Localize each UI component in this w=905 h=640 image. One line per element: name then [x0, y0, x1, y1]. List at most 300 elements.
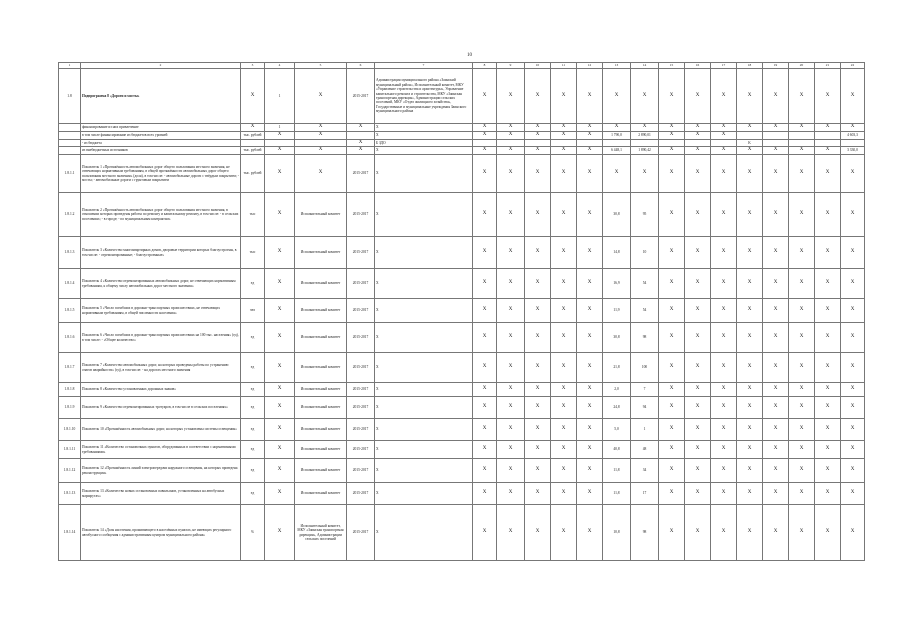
table-cell: X [815, 383, 841, 397]
table-cell: X [577, 124, 603, 132]
table-cell: X [841, 299, 865, 323]
table-cell: X [763, 483, 789, 505]
table-cell: X [737, 383, 763, 397]
table-cell: X [631, 155, 659, 193]
row-description: Показатель 6 «Число погибших в дорожно-транспортных происшествиях на 100 тыс. населения» (ед), в том числе: - «Общее количество» [81, 323, 241, 353]
table-cell: X [659, 69, 685, 124]
table-cell: X [375, 383, 473, 397]
table-cell: X [497, 299, 525, 323]
table-cell: X [473, 132, 497, 140]
table-cell: 11,8 [603, 483, 631, 505]
table-cell: X [265, 147, 295, 155]
table-cell: 2,0 [603, 383, 631, 397]
table-row [59, 441, 865, 459]
table-cell: 2015-2017 [347, 69, 375, 124]
table-cell: X [473, 269, 497, 299]
table-cell: 21,8 [603, 353, 631, 383]
table-cell: X [631, 124, 659, 132]
row-description: Показатель 8 «Количество установленных дорожных знаков» [81, 383, 241, 397]
table-cell: X [265, 397, 295, 419]
table-cell: X [711, 299, 737, 323]
column-number: 21 [815, 63, 841, 69]
row-code: 1.8.1.1 [59, 155, 81, 193]
row-code: 1.8.1.10 [59, 419, 81, 441]
table-cell: тыс. рублей [241, 132, 265, 140]
column-number: 14 [631, 63, 659, 69]
column-number: 18 [737, 63, 763, 69]
column-number: 6 [347, 63, 375, 69]
table-cell: 17 [631, 483, 659, 505]
table-row [59, 69, 865, 124]
table-row [59, 299, 865, 323]
table-cell: 3 330,0 [841, 147, 865, 155]
table-cell: X [737, 147, 763, 155]
table-cell: X [841, 155, 865, 193]
table-row [59, 140, 865, 147]
table-cell: X [659, 132, 685, 140]
table-cell: X [473, 124, 497, 132]
table-cell [525, 140, 551, 147]
table-cell: X [841, 419, 865, 441]
table-cell: 2015-2017 [347, 299, 375, 323]
table-cell: X [577, 69, 603, 124]
table-cell: X [497, 69, 525, 124]
table-cell: 1 790,0 [603, 132, 631, 140]
table-cell: X [659, 397, 685, 419]
table-cell: 11,8 [603, 459, 631, 483]
table-cell: X [815, 459, 841, 483]
table-cell: тыс [241, 193, 265, 237]
table-cell: X [815, 269, 841, 299]
table-cell [347, 132, 375, 140]
table-cell: 1 [265, 69, 295, 124]
table-cell: ед [241, 269, 265, 299]
table-cell: X [815, 441, 841, 459]
table-cell [631, 140, 659, 147]
table-cell [711, 140, 737, 147]
table-cell: X [295, 132, 347, 140]
table-cell: X [551, 441, 577, 459]
table-cell: X [473, 441, 497, 459]
column-number: 13 [603, 63, 631, 69]
table-cell: X [375, 323, 473, 353]
table-cell: X [577, 323, 603, 353]
table-cell: X [659, 323, 685, 353]
row-code [59, 124, 81, 132]
table-cell: X [659, 155, 685, 193]
table-cell: 7 [631, 383, 659, 397]
table-cell: X [659, 147, 685, 155]
table-cell: X [525, 419, 551, 441]
table-cell: X [841, 193, 865, 237]
table-cell: X [789, 269, 815, 299]
table-cell: 2015-2017 [347, 353, 375, 383]
table-cell: X [577, 483, 603, 505]
table-cell: X [525, 383, 551, 397]
table-cell: 2015-2017 [347, 383, 375, 397]
table-cell: X [241, 69, 265, 124]
table-cell: Исполнительный комитет [295, 269, 347, 299]
table-cell: X [763, 237, 789, 269]
table-cell: ед [241, 383, 265, 397]
table-cell [737, 132, 763, 140]
table-cell: X [685, 69, 711, 124]
table-cell: X [375, 299, 473, 323]
table-cell: X [815, 505, 841, 561]
table-cell: X [763, 124, 789, 132]
table-cell: 16,9 [603, 269, 631, 299]
table-cell: X [551, 299, 577, 323]
table-cell: X [659, 483, 685, 505]
table-cell [815, 140, 841, 147]
table-cell: ед [241, 459, 265, 483]
table-cell: X [685, 155, 711, 193]
row-description: Показатель 5 «Число погибших в дорожно-транспортных происшествиях, не отвечающих нормативным требованиям, в общей численности населения» [81, 299, 241, 323]
table-cell: X [789, 155, 815, 193]
table-cell: X [551, 483, 577, 505]
table-cell: 100 [631, 353, 659, 383]
table-cell: X [841, 69, 865, 124]
table-cell: X [789, 69, 815, 124]
table-cell: 10,8 [603, 505, 631, 561]
table-cell: X [525, 397, 551, 419]
table-cell [577, 140, 603, 147]
table-cell: X [737, 483, 763, 505]
table-cell: 5,0 [603, 419, 631, 441]
column-number: 12 [577, 63, 603, 69]
table-cell: X [685, 441, 711, 459]
table-cell: X [841, 441, 865, 459]
table-cell: X [711, 69, 737, 124]
table-cell: X [577, 237, 603, 269]
column-number: 4 [265, 63, 295, 69]
table-cell: X [525, 147, 551, 155]
table-cell: X [551, 459, 577, 483]
table-cell: X [577, 132, 603, 140]
table-cell: ед [241, 353, 265, 383]
table-cell: X [473, 323, 497, 353]
row-description: в том числе финансирование из бюджетов всех уровней [81, 132, 241, 140]
table-cell [497, 140, 525, 147]
table-row [59, 397, 865, 419]
table-cell: X [497, 353, 525, 383]
table-row [59, 353, 865, 383]
table-cell: X [551, 397, 577, 419]
table-cell: 1 [631, 419, 659, 441]
table-cell: 6 448,1 [603, 147, 631, 155]
table-cell: X [577, 353, 603, 383]
table-cell: X [789, 193, 815, 237]
table-cell: X [265, 383, 295, 397]
table-cell: X [737, 155, 763, 193]
table-cell: X [497, 441, 525, 459]
table-cell: Исполнительный комитет [295, 459, 347, 483]
table-cell [789, 140, 815, 147]
column-number: 15 [659, 63, 685, 69]
table-cell: тыс [241, 237, 265, 269]
table-cell: X [525, 323, 551, 353]
row-code: 1.8.1.13 [59, 483, 81, 505]
table-cell: X [711, 383, 737, 397]
table-cell: Исполнительный комитет [295, 237, 347, 269]
table-cell: X [763, 193, 789, 237]
table-cell: X [659, 353, 685, 383]
table-cell: X [375, 132, 473, 140]
row-description: Показатель 12 «Протяжённость линий электропередачи наружного освещения, на которых проведена реконструкция» [81, 459, 241, 483]
row-description: Показатель 13 «Количество новых остановочных павильонов, установленных на автобусных маршрутах» [81, 483, 241, 505]
table-cell: X [841, 269, 865, 299]
table-cell [763, 132, 789, 140]
row-description: Показатель 11 «Количество остановочных пунктов, оборудованных в соответствии с нормативными требованиями» [81, 441, 241, 459]
table-cell: X [347, 140, 375, 147]
table-cell: X [685, 505, 711, 561]
row-description: - из бюджета [81, 140, 241, 147]
table-cell: Исполнительный комитет [295, 397, 347, 419]
table-cell: 2015-2017 [347, 323, 375, 353]
table-cell: X [551, 237, 577, 269]
table-cell: Исполнительный комитет [295, 323, 347, 353]
table-cell: X [737, 323, 763, 353]
table-cell: X [551, 124, 577, 132]
table-cell: 2 890,01 [631, 132, 659, 140]
table-cell: X [525, 69, 551, 124]
table-cell: Администрация муниципального района «Заинский муниципальный район», Исполнительный комитет, МКУ «Управление строительства и архитектуры», Управление капитального ремонта и строительства, МКУ «Заинская транспортная дирекция», Администрации сельских поселений, МКУ «Отдел жилищного хозяйства», Государственные и муниципальные учреждения Заинского муниципального района [375, 69, 473, 124]
table-cell: X [473, 69, 497, 124]
table-cell: X [577, 383, 603, 397]
table-cell: ед [241, 483, 265, 505]
row-code: 1.8.1.9 [59, 397, 81, 419]
table-cell: X [497, 132, 525, 140]
table-cell: X [497, 397, 525, 419]
table-cell: X [789, 147, 815, 155]
row-code: 1.8.1.4 [59, 269, 81, 299]
table-cell [841, 140, 865, 147]
table-cell: 30,8 [603, 193, 631, 237]
table-cell: X [685, 237, 711, 269]
table-cell: X [295, 155, 347, 193]
row-code: 1.8.1.12 [59, 459, 81, 483]
table-cell: X [295, 147, 347, 155]
table-cell: X [789, 353, 815, 383]
table-cell: X [265, 269, 295, 299]
row-description: Показатель 7 «Количество автомобильных дорог, на которых проведены работы по устранению очагов аварийности» (ед), в том числе: - на дорогах местного значения [81, 353, 241, 383]
table-cell: X [551, 269, 577, 299]
row-description: Подпрограмма 8 «Дороги и мосты» [81, 69, 241, 124]
table-cell: X [815, 353, 841, 383]
table-cell: X [577, 397, 603, 419]
table-cell [685, 140, 711, 147]
row-code: 1.8.1.8 [59, 383, 81, 397]
table-cell: X [685, 269, 711, 299]
column-number: 19 [763, 63, 789, 69]
row-description: Показатель 10 «Протяжённость автомобильных дорог, на которых установлены системы освещения» [81, 419, 241, 441]
table-cell: X [375, 147, 473, 155]
table-cell: X [265, 441, 295, 459]
table-cell: X [525, 124, 551, 132]
table-cell: X [737, 441, 763, 459]
column-number: 22 [841, 63, 865, 69]
table-cell: X [603, 69, 631, 124]
table-cell: Исполнительный комитет [295, 383, 347, 397]
table-cell: X [375, 353, 473, 383]
row-code: 1.8.1.14 [59, 505, 81, 561]
table-cell: X [659, 419, 685, 441]
table-cell: X [473, 193, 497, 237]
table-cell: X [473, 459, 497, 483]
table-cell: X [815, 69, 841, 124]
table-cell: X [763, 69, 789, 124]
table-cell: X [603, 124, 631, 132]
table-cell: X [577, 459, 603, 483]
table-cell: X [815, 193, 841, 237]
row-code [59, 132, 81, 140]
table-cell: X [659, 383, 685, 397]
table-cell: X [525, 269, 551, 299]
table-cell: X [551, 419, 577, 441]
table-cell: X [375, 155, 473, 193]
table-cell: 10 [631, 237, 659, 269]
table-cell: X [841, 459, 865, 483]
table-cell: X [685, 353, 711, 383]
table-cell: X [265, 155, 295, 193]
table-cell: ед [241, 323, 265, 353]
table-cell: X [815, 483, 841, 505]
table-cell: X [265, 132, 295, 140]
table-cell: X [473, 505, 497, 561]
table-cell: X [789, 419, 815, 441]
table-cell: X [685, 193, 711, 237]
table-cell: X [815, 299, 841, 323]
table-cell: 94 [631, 397, 659, 419]
table-cell: ед [241, 419, 265, 441]
table-cell: X [737, 237, 763, 269]
table-cell: X [497, 505, 525, 561]
table-row [59, 483, 865, 505]
table-cell: X [473, 383, 497, 397]
table-cell: X [685, 147, 711, 155]
table-cell: X [763, 419, 789, 441]
table-cell: X [525, 441, 551, 459]
table-cell: X [841, 383, 865, 397]
table-cell: 1 890,42 [631, 147, 659, 155]
table-cell: X [525, 193, 551, 237]
table-cell: X [815, 237, 841, 269]
table-cell: X [659, 124, 685, 132]
table-cell: X [551, 147, 577, 155]
column-number: 8 [473, 63, 497, 69]
table-cell: X [577, 147, 603, 155]
table-cell: 40,8 [603, 441, 631, 459]
table-cell: Исполнительный комитет [295, 419, 347, 441]
table-cell: X [711, 237, 737, 269]
row-description: финансирование из них привлечение [81, 124, 241, 132]
row-description: Показатель 9 «Количество отремонтированных тротуаров, в том числе в сельских поселениях» [81, 397, 241, 419]
table-cell: Исполнительный комитет [295, 483, 347, 505]
table-cell [659, 140, 685, 147]
table-cell: X [659, 459, 685, 483]
table-cell: X [375, 269, 473, 299]
table-row [59, 419, 865, 441]
table-cell: 1 [265, 124, 295, 132]
table-cell: X [473, 299, 497, 323]
table-cell: X [497, 193, 525, 237]
table-cell: X [497, 323, 525, 353]
column-number: 1 [59, 63, 81, 69]
table-cell: X [577, 155, 603, 193]
table-cell: X [577, 419, 603, 441]
table-cell: X [265, 505, 295, 561]
column-number: 17 [711, 63, 737, 69]
table-cell: X [815, 147, 841, 155]
table-cell [603, 140, 631, 147]
table-cell: X [789, 441, 815, 459]
table-cell: X [497, 147, 525, 155]
table-cell: Б ЗДО [375, 140, 473, 147]
table-cell: X [841, 237, 865, 269]
table-cell: X [551, 132, 577, 140]
column-number: 10 [525, 63, 551, 69]
table-cell: X [737, 353, 763, 383]
table-cell: 2015-2017 [347, 193, 375, 237]
table-cell: X [711, 483, 737, 505]
table-cell: X [375, 193, 473, 237]
table-cell: X [841, 397, 865, 419]
table-cell: X [473, 237, 497, 269]
table-cell: 2015-2017 [347, 269, 375, 299]
table-cell: X [685, 383, 711, 397]
row-code: 1.8 [59, 69, 81, 124]
table-cell: 2015-2017 [347, 397, 375, 419]
table-cell: X [525, 483, 551, 505]
table-cell: X [711, 505, 737, 561]
table-cell: X [497, 459, 525, 483]
table-cell: 2015-2017 [347, 505, 375, 561]
table-cell: 4 603,3 [841, 132, 865, 140]
row-code: 1.8.1.6 [59, 323, 81, 353]
row-code: 1.8.1.3 [59, 237, 81, 269]
table-cell: X [737, 124, 763, 132]
table-cell: 2015-2017 [347, 237, 375, 269]
table-cell: X [737, 397, 763, 419]
table-cell: 95 [631, 193, 659, 237]
table-cell: X [711, 441, 737, 459]
table-cell: X [711, 155, 737, 193]
table-cell: X [685, 299, 711, 323]
table-row [59, 269, 865, 299]
table-cell: X [789, 483, 815, 505]
table-cell: 24,8 [603, 397, 631, 419]
table-cell: X [685, 323, 711, 353]
table-cell: X [241, 124, 265, 132]
table-row [59, 459, 865, 483]
table-cell: K [737, 140, 763, 147]
table-cell: X [265, 353, 295, 383]
table-cell: X [347, 124, 375, 132]
table-cell: 2015-2017 [347, 419, 375, 441]
table-cell: X [659, 237, 685, 269]
table-cell: 11,9 [603, 299, 631, 323]
table-cell: X [737, 299, 763, 323]
table-cell: X [685, 459, 711, 483]
row-code: 1.8.1.5 [59, 299, 81, 323]
table-cell: X [815, 323, 841, 353]
table-cell: X [497, 155, 525, 193]
table-cell: X [497, 483, 525, 505]
table-cell: X [525, 299, 551, 323]
table-cell [265, 140, 295, 147]
table-cell: X [551, 353, 577, 383]
table-cell: 14,8 [603, 237, 631, 269]
